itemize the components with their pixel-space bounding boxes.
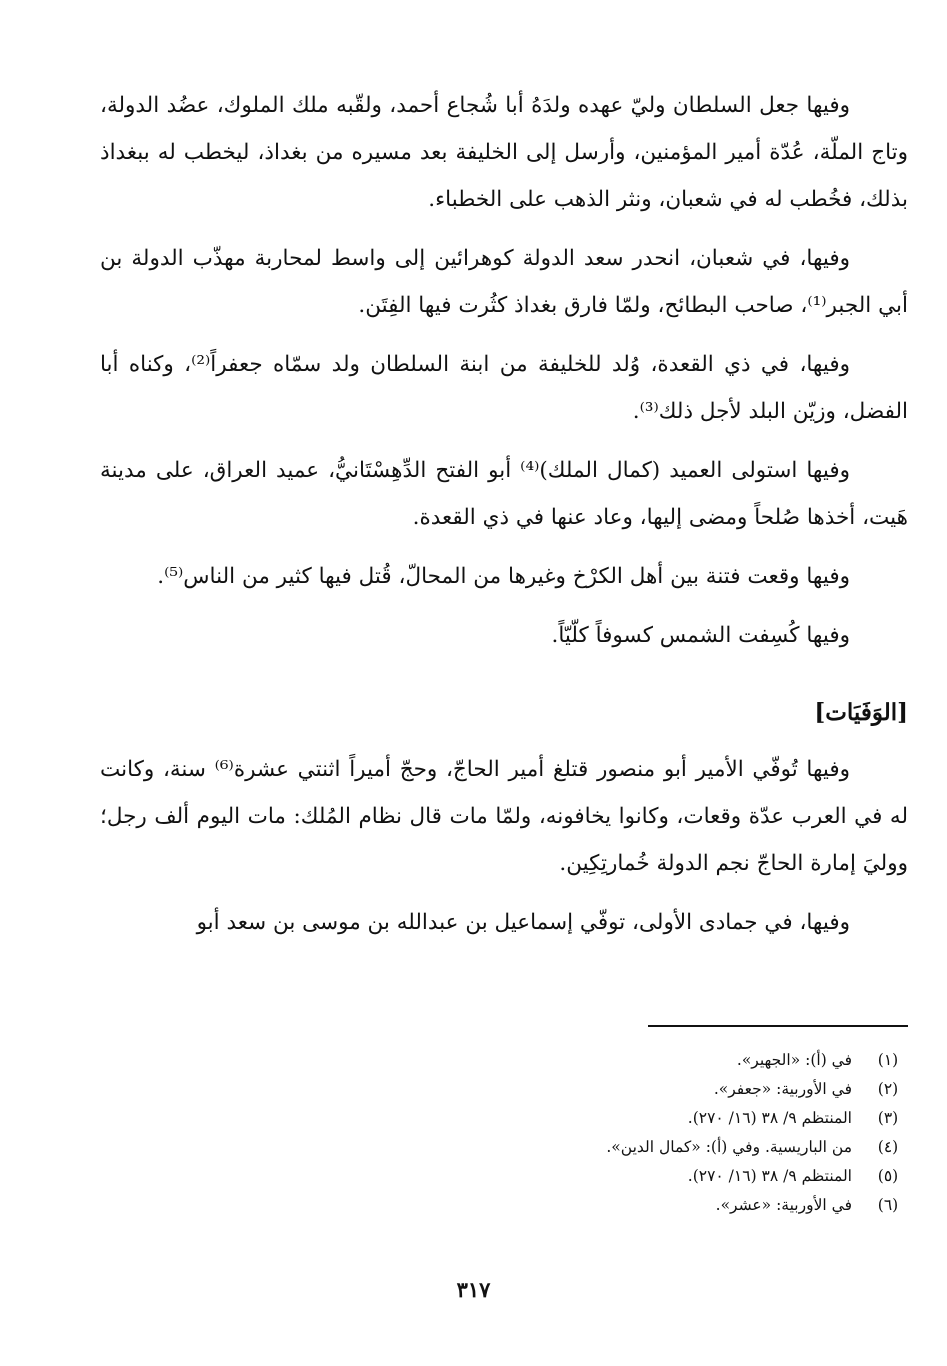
- footnote: [440, 1162, 910, 1191]
- footnote-number: (٢): [877, 1080, 899, 1098]
- footnote-text: من الباريسية. وفي (أ): «كمال الدين».: [606, 1138, 852, 1156]
- footnote-text: في الأوربية: «جعفر».: [713, 1080, 852, 1098]
- footnote-text: في الأوربية: «عشر».: [715, 1196, 852, 1214]
- footnote-text: المنتظم ٩/ ٣٨ (١٦/ ٢٧٠).: [687, 1109, 852, 1127]
- paragraph: وفيها جعل السلطان وليّ عهده ولدَهُ أبا شُجاع أحمد، ولقّبه ملك الملوك، عضُد الدولة، وتاج الملّة، عُدّة أمير المؤمنين، وأرسل إلى الخليفة بعد مسيره من بغداذ، ليخطب له ببغداذ بذلك، فخُطب له في شعبان، ونثر الذهب على الخطباء.: [100, 93, 908, 212]
- footnote: [440, 1075, 910, 1104]
- footnote: [440, 1046, 910, 1075]
- paragraph: وفيها استولى العميد (كمال الملك)⁽⁴⁾ أبو الفتح الدِّهِسْتَانيُّ، عميد العراق، على مدينة هَيت، أخذها صُلحاً ومضى إليها، وعاد عنها في ذي القعدة.: [100, 458, 908, 530]
- paragraph: وفيها، في ذي القعدة، وُلد للخليفة من ابنة السلطان ولد سمّاه جعفراً⁽²⁾، وكناه أبا الفضل، وزيّن البلد لأجل ذلك⁽³⁾.: [100, 352, 908, 424]
- paragraph: وفيها وقعت فتنة بين أهل الكرْخ وغيرها من المحالّ، قُتل فيها كثير من الناس⁽⁵⁾.: [157, 564, 850, 589]
- footnote: [440, 1104, 910, 1133]
- footnote-number: (٦): [877, 1196, 899, 1214]
- footnote-number: (٤): [877, 1138, 899, 1156]
- footnote-number: (٥): [877, 1167, 899, 1185]
- footnote: [440, 1191, 910, 1220]
- footnote-text: المنتظم ٩/ ٣٨ (١٦/ ٢٧٠).: [687, 1167, 852, 1185]
- footnotes: [440, 1046, 910, 1220]
- paragraph: وفيها تُوفّي الأمير أبو منصور قتلغ أمير الحاجّ، وحجّ أميراً اثنتي عشرة⁽⁶⁾ سنة، وكانت له في العرب عدّة وقعات، وكانوا يخافونه، ولمّا مات قال نظام المُلك: مات اليوم ألف رجل؛ ووليَ إمارة الحاجّ نجم الدولة خُمارتِكِين.: [100, 757, 908, 876]
- paragraph: وفيها، في جمادى الأولى، توفّي إسماعيل بن عبدالله بن موسى بن سعد أبو: [196, 910, 850, 935]
- paragraph: وفيها، في شعبان، انحدر سعد الدولة كوهرائين إلى واسط لمحاربة مهذّب الدولة بن أبي الجبر⁽¹⁾، صاحب البطائح، ولمّا فارق بغداذ كثُرت فيها الفِتَن.: [100, 246, 908, 318]
- footnote: [440, 1133, 910, 1162]
- footnote-text: في (أ): «الجهير».: [736, 1051, 852, 1069]
- footnote-separator: [648, 1025, 908, 1027]
- page-number: ٣١٧: [456, 1277, 491, 1302]
- footnote-number: (١): [877, 1051, 899, 1069]
- section-heading: [الوَفَيَات]: [814, 699, 908, 726]
- paragraph: وفيها كُسِفت الشمس كسوفاً كلّيّاً.: [551, 623, 850, 648]
- footnote-number: (٣): [877, 1109, 899, 1127]
- main-text: [100, 82, 908, 958]
